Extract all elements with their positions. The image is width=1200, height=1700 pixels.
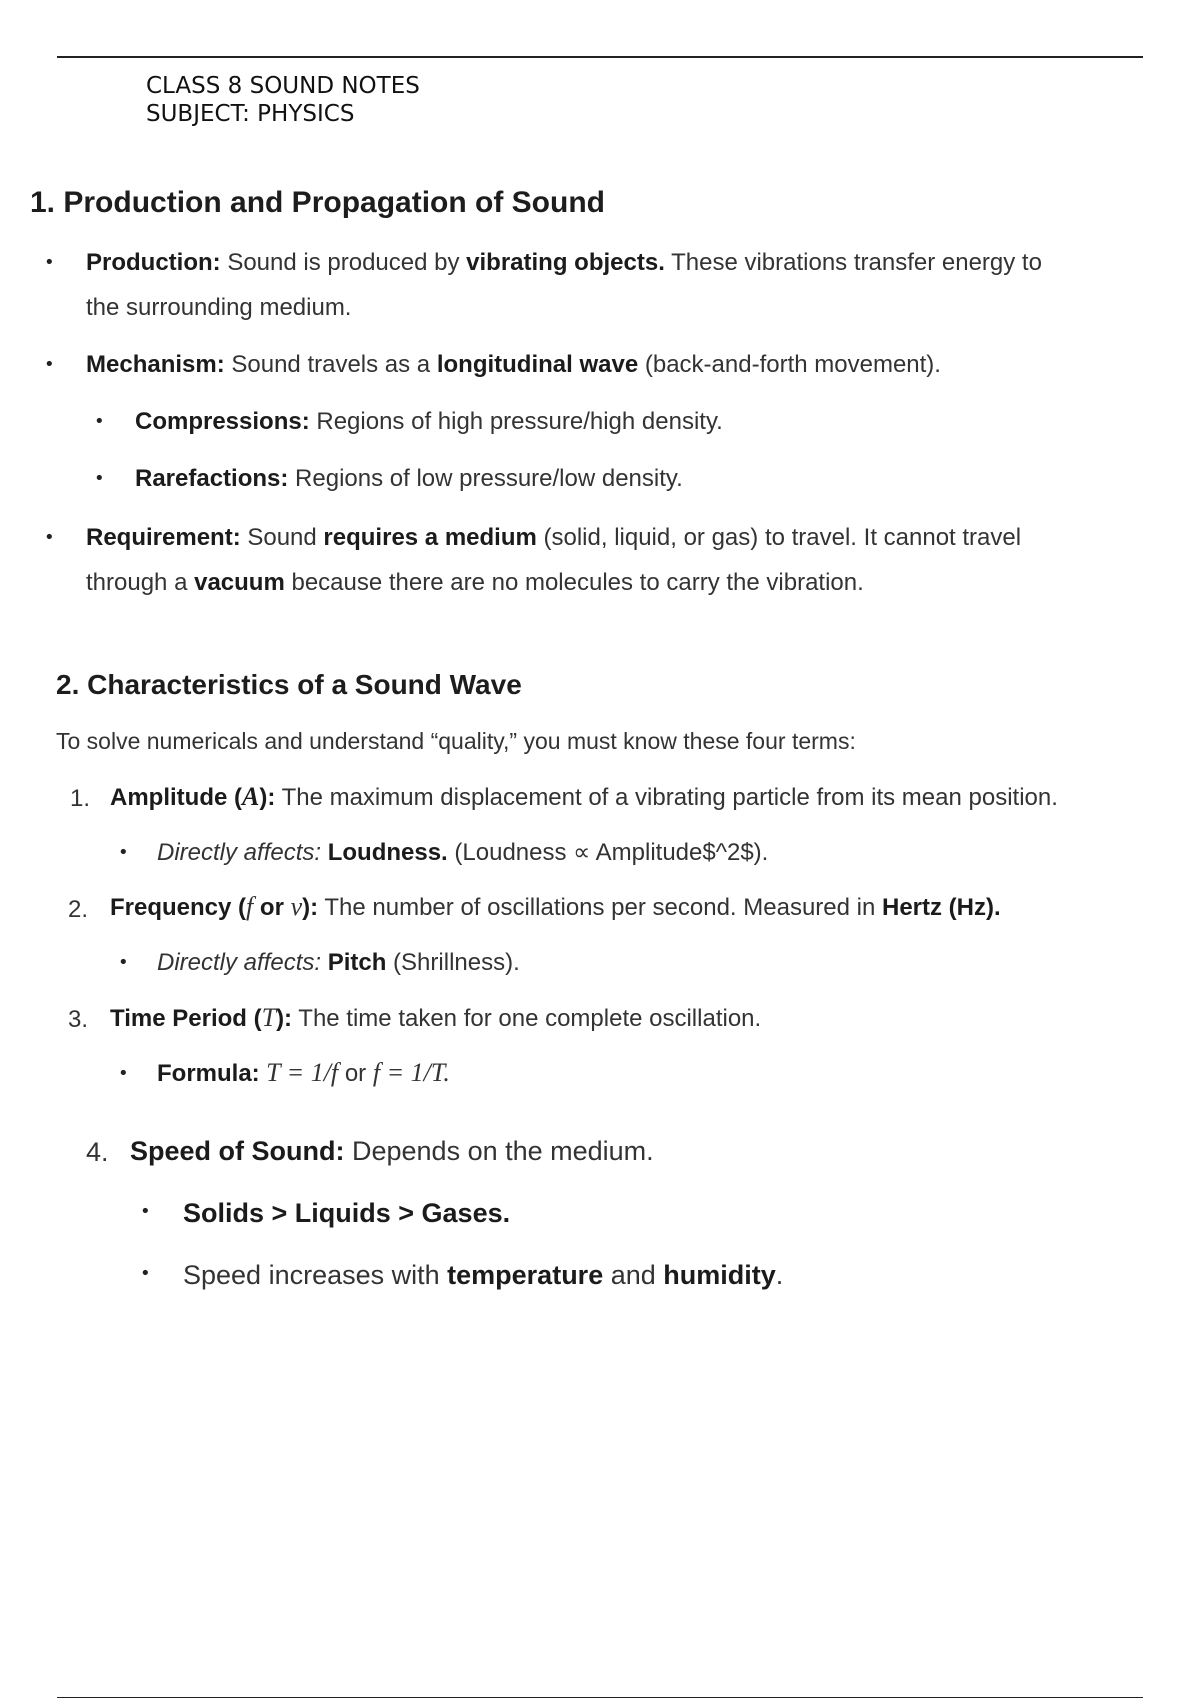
header-subject: SUBJECT: PHYSICS (146, 101, 355, 127)
list-number: 1. (70, 785, 91, 812)
production-point: Production: Sound is produced by vibrating objects. These vibrations transfer energy to (86, 249, 1042, 276)
bullet-icon: • (118, 842, 129, 863)
bullet-icon: • (44, 527, 55, 548)
requirement-point: Requirement: Sound requires a medium (solid, liquid, or gas) to travel. It cannot travel (86, 524, 1022, 551)
document-header (146, 72, 420, 128)
list-number: 2. (68, 896, 89, 923)
compressions-point: Compressions: Regions of high pressure/high density. (135, 408, 723, 435)
top-rule (57, 56, 1143, 58)
bullet-icon: • (140, 1263, 151, 1284)
rarefactions-point: Rarefactions: Regions of low pressure/low density. (135, 465, 683, 492)
bullet-icon: • (94, 468, 105, 489)
bullet-icon: • (118, 952, 129, 973)
list-number: 3. (68, 1006, 89, 1033)
section-1-title: 1. Production and Propagation of Sound (30, 186, 605, 219)
bullet-icon: • (140, 1201, 151, 1222)
section-2-intro: To solve numericals and understand “quality,” you must know these four terms: (56, 728, 856, 754)
bottom-rule (57, 1697, 1143, 1698)
amplitude-item: Amplitude (A): The maximum displacement of a vibrating particle from its mean position. (110, 782, 1058, 811)
production-point-cont: the surrounding medium. (86, 294, 352, 321)
mechanism-point: Mechanism: Sound travels as a longitudinal wave (back-and-forth movement). (86, 351, 941, 378)
frequency-item: Frequency (f or ν): The number of oscillations per second. Measured in Hertz (Hz). (110, 892, 1001, 921)
bullet-icon: • (94, 411, 105, 432)
amplitude-effect: Directly affects: Loudness. (Loudness ∝ Amplitude$^2$). (157, 839, 769, 866)
bullet-icon: • (118, 1063, 129, 1084)
header-class: CLASS 8 SOUND NOTES (146, 73, 420, 99)
requirement-point-cont: through a vacuum because there are no molecules to carry the vibration. (86, 569, 864, 596)
list-number: 4. (86, 1137, 109, 1167)
time-period-item: Time Period (T): The time taken for one complete oscillation. (110, 1003, 762, 1032)
bullet-icon: • (44, 252, 55, 273)
bullet-icon: • (44, 354, 55, 375)
frequency-effect: Directly affects: Pitch (Shrillness). (157, 949, 520, 976)
speed-factors: Speed increases with temperature and humidity. (183, 1260, 784, 1290)
section-2-title: 2. Characteristics of a Sound Wave (56, 669, 522, 700)
speed-item: Speed of Sound: Depends on the medium. (130, 1136, 654, 1166)
time-period-formula: Formula: T = 1/f or f = 1/T. (157, 1058, 450, 1087)
speed-order: Solids > Liquids > Gases. (183, 1198, 511, 1228)
